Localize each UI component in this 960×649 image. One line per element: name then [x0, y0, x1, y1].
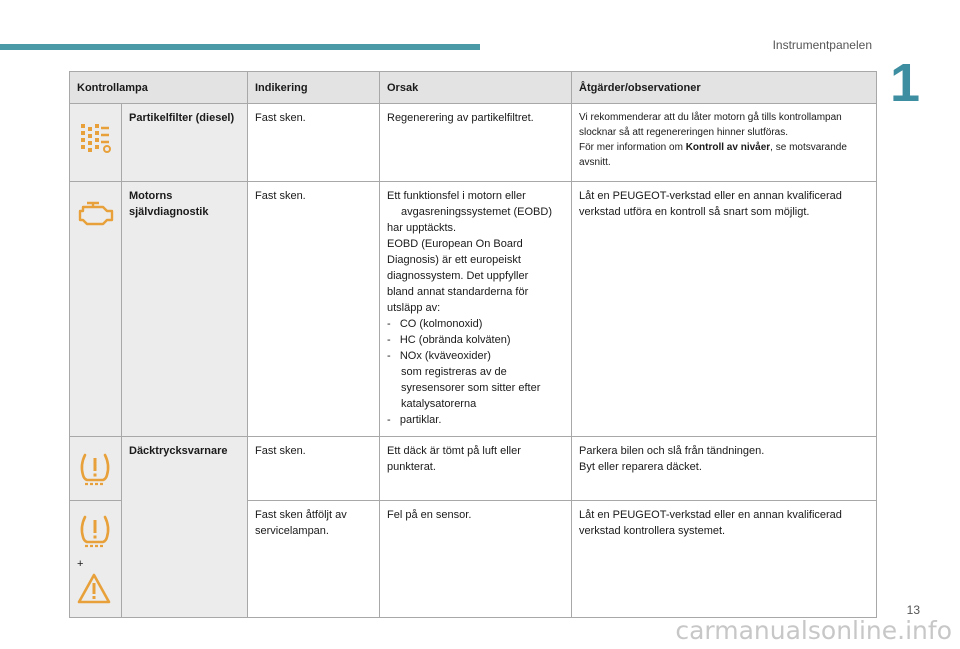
cause-line: har upptäckts.	[387, 222, 457, 234]
action-link-text: Kontroll av nivåer	[685, 142, 771, 153]
engine-check-icon	[77, 198, 117, 228]
action-text: Vi rekommenderar att du låter motorn gå tills kontrollampan slocknar så att regenereringen hinner slutföras.	[579, 112, 842, 138]
action-cell	[572, 104, 877, 182]
indication-cell: Fast sken.	[248, 104, 380, 182]
icon-cell	[70, 182, 122, 437]
indication-cell: Fast sken.	[248, 437, 380, 501]
top-accent-bar	[0, 44, 480, 50]
lamp-name: Partikelfilter (diesel)	[122, 104, 248, 182]
cause-line: EOBD (European On Board	[387, 238, 523, 250]
table-row	[70, 104, 877, 182]
indication-cell: Fast sken.	[248, 182, 380, 437]
lamp-name: Däcktrycksvarnare	[122, 437, 248, 618]
cause-line: Diagnosis) är ett europeiskt	[387, 254, 521, 266]
icon-cell	[70, 501, 122, 618]
icon-cell	[70, 437, 122, 501]
list-item: - partiklar.	[387, 414, 442, 426]
action-text: För mer information om	[579, 142, 686, 153]
warning-triangle-icon	[77, 572, 111, 606]
action-cell: Låt en PEUGEOT-verkstad eller en annan kvalificerad verkstad kontrollera systemet.	[572, 501, 877, 618]
column-header-kontrollampa: Kontrollampa	[70, 72, 248, 104]
warning-lamp-table	[69, 71, 877, 618]
action-text: , se motsvarande avsnitt.	[579, 142, 847, 168]
action-cell: Låt en PEUGEOT-verkstad eller en annan kvalificerad verkstad utföra en kontroll så snart som möjligt.	[572, 182, 877, 437]
column-header-indikering: Indikering	[248, 72, 380, 104]
plus-sign: +	[77, 558, 84, 570]
cause-cell: Regenerering av partikelfiltret.	[380, 104, 572, 182]
cause-cell: Ett däck är tömt på luft eller punkterat.	[380, 437, 572, 501]
page-number: 13	[906, 603, 920, 617]
tire-pressure-icon	[77, 449, 113, 489]
column-header-atgarder: Åtgärder/observationer	[572, 72, 877, 104]
cause-line: avgasreningssystemet (EOBD)	[401, 206, 552, 218]
cause-line: diagnossystem. Det uppfyller	[387, 270, 529, 282]
cause-line: Ett funktionsfel i motorn eller	[387, 190, 526, 202]
table-header-row	[70, 72, 877, 104]
section-title: Instrumentpanelen	[772, 38, 872, 52]
watermark: carmanualsonline.info	[675, 616, 952, 645]
cause-sub-line: syresensorer som sitter efter	[401, 382, 541, 394]
indication-cell: Fast sken åtföljt av servicelampan.	[248, 501, 380, 618]
particulate-filter-icon	[77, 120, 113, 156]
list-item: - NOx (kväveoxider)	[387, 350, 491, 362]
column-header-orsak: Orsak	[380, 72, 572, 104]
cause-cell: Fel på en sensor.	[380, 501, 572, 618]
action-cell	[572, 437, 877, 501]
list-item: - HC (obrända kolväten)	[387, 334, 511, 346]
cause-line: bland annat standarderna för	[387, 286, 529, 298]
cause-sub-line: som registreras av de	[401, 366, 507, 378]
tire-pressure-icon	[77, 511, 113, 551]
table-row	[70, 182, 877, 437]
cause-line: utsläpp av:	[387, 302, 441, 314]
chapter-number: 1	[889, 53, 920, 113]
cause-sub-line: katalysatorerna	[401, 398, 477, 410]
list-item: - CO (kolmonoxid)	[387, 318, 483, 330]
action-line: Byt eller reparera däcket.	[579, 461, 702, 473]
action-line: Parkera bilen och slå från tändningen.	[579, 445, 765, 457]
lamp-name: Motorns självdiagnostik	[122, 182, 248, 437]
icon-cell	[70, 104, 122, 182]
cause-cell	[380, 182, 572, 437]
table-row	[70, 437, 877, 501]
